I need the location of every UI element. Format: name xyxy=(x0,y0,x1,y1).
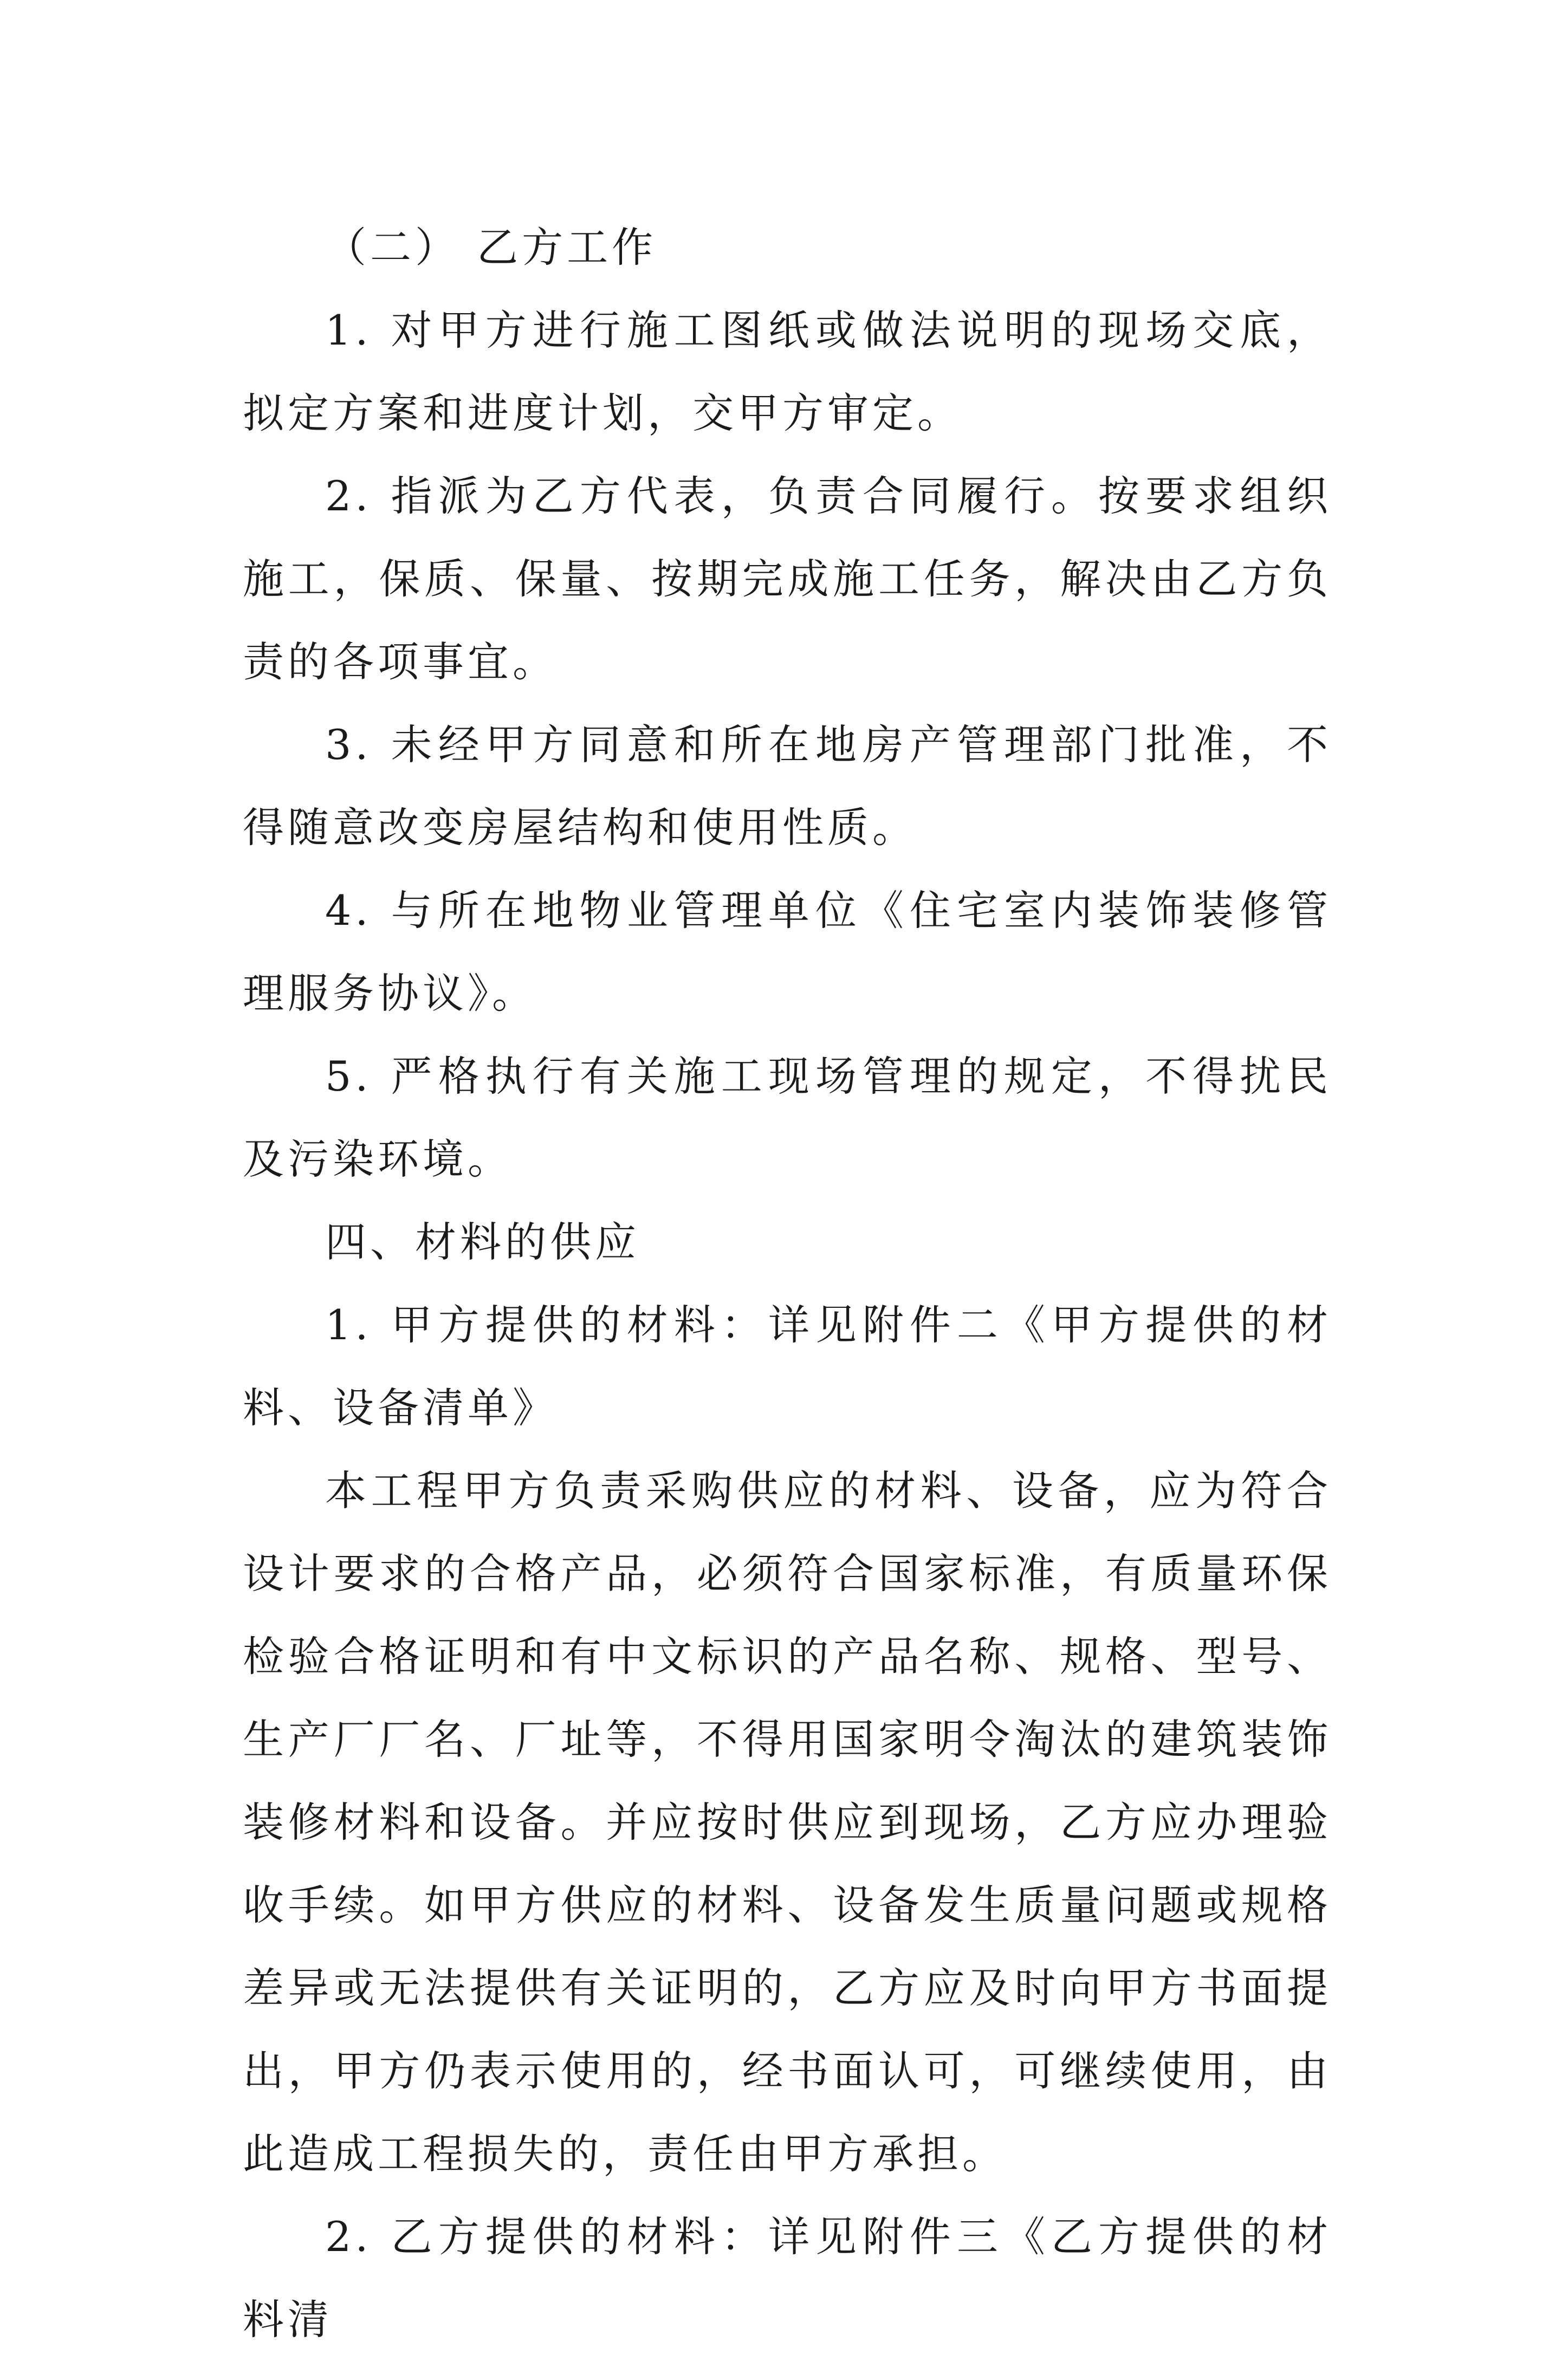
paragraph-party-a-materials: 1. 甲方提供的材料：详见附件二《甲方提供的材料、设备清单》 xyxy=(243,1301,1332,1432)
paragraph-item-4: 4. 与所在地物业管理单位《住宅室内装饰装修管理服务协议》。 xyxy=(243,886,1332,1017)
paragraph-item-2: 2. 指派为乙方代表，负责合同履行。按要求组织施工，保质、保量、按期完成施工任务，解决由乙方负责的各项事宜。 xyxy=(243,472,1332,686)
paragraph-party-b-materials: 2. 乙方提供的材料：详见附件三《乙方提供的材料清 xyxy=(243,2213,1332,2344)
paragraph-item-3: 3. 未经甲方同意和所在地房产管理部门批准，不得随意改变房屋结构和使用性质。 xyxy=(243,721,1332,852)
paragraph-item-5: 5. 严格执行有关施工现场管理的规定，不得扰民及污染环境。 xyxy=(243,1052,1332,1183)
paragraph-item-1: 1. 对甲方进行施工图纸或做法说明的现场交底，拟定方案和进度计划，交甲方审定。 xyxy=(243,306,1332,437)
paragraph-party-a-materials-details: 本工程甲方负责采购供应的材料、设备，应为符合设计要求的合格产品，必须符合国家标准，有质量环保检验合格证明和有中文标识的产品名称、规格、型号、生产厂厂名、厂址等，不得用国家明令淘汰的建筑装饰装修材料和设备。并应按时供应到现场，乙方应办理验收手续。如甲方供应的材料、设备发生质量问题或规格差异或无法提供有关证明的，乙方应及时向甲方书面提出，甲方仍表示使用的，经书面认可，可继续使用，由此造成工程损失的，责任由甲方承担。 xyxy=(243,1467,1332,2178)
section-heading-material-supply: 四、材料的供应 xyxy=(325,1218,640,1266)
document-page xyxy=(243,206,1332,2361)
section-heading-party-b-work: （二） 乙方工作 xyxy=(325,223,657,271)
